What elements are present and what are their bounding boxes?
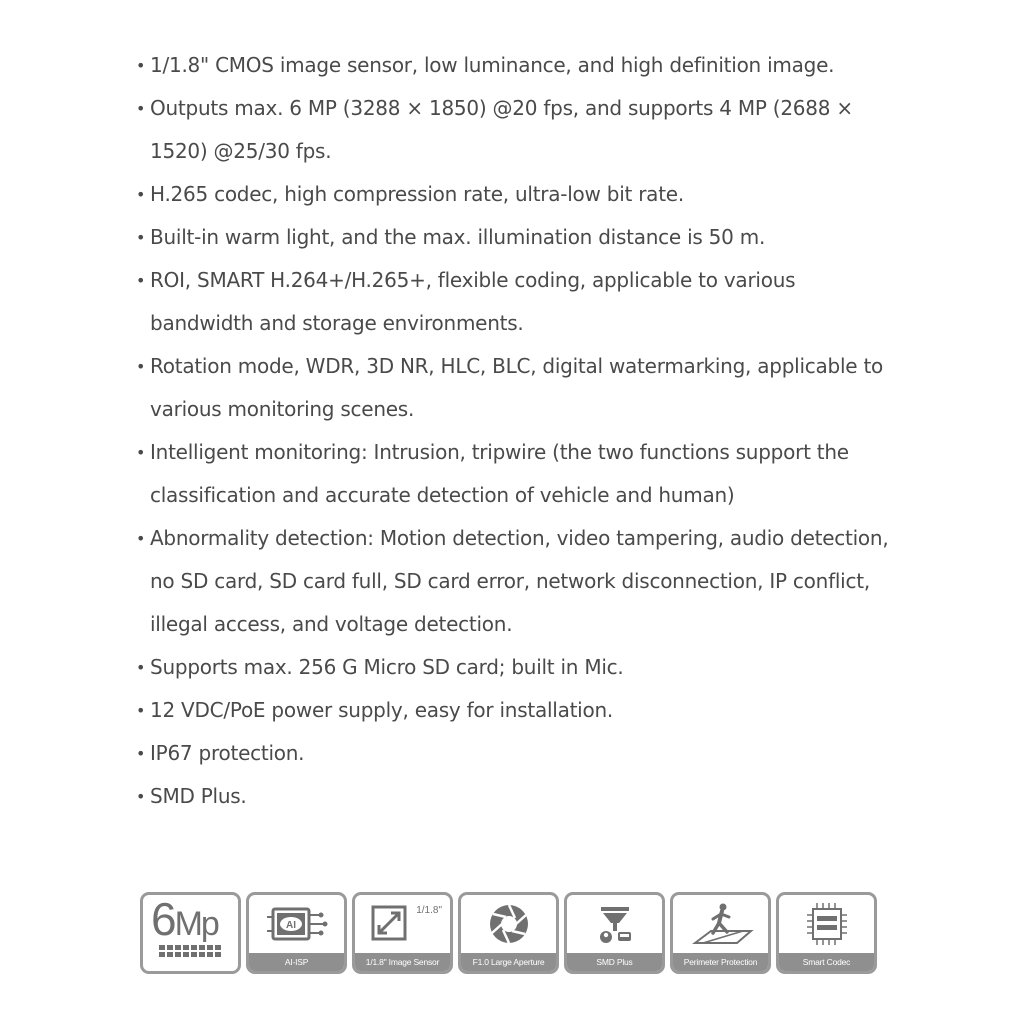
perimeter-intrusion-icon	[681, 899, 761, 949]
feature-text: Outputs max. 6 MP (3288 × 1850) @20 fps, and supports 4 MP (2688 × 1520) @25/30 fps.	[150, 96, 853, 163]
badge-label: 1/1.8" Image Sensor	[355, 953, 450, 971]
feature-item	[136, 345, 896, 431]
badge-aperture	[458, 892, 559, 974]
badge-image-sensor	[352, 892, 453, 974]
feature-text: 1/1.8" CMOS image sensor, low luminance, and high definition image.	[150, 53, 835, 77]
feature-item	[136, 173, 896, 216]
svg-text:AI: AI	[285, 920, 296, 931]
bullet: •	[136, 99, 146, 118]
bullet: •	[136, 787, 146, 806]
badge-perimeter-protection	[670, 892, 771, 974]
pixel-grid-icon	[159, 945, 221, 957]
6mp-resolution-icon	[151, 893, 218, 946]
bullet: •	[136, 56, 146, 75]
feature-item	[136, 216, 896, 259]
badge-6mp	[140, 892, 241, 974]
feature-text: Supports max. 256 G Micro SD card; built in Mic.	[150, 655, 624, 679]
feature-text: SMD Plus.	[150, 784, 247, 808]
feature-text: Intelligent monitoring: Intrusion, tripwire (the two functions support the classification and accurate detection of vehicle and human)	[150, 440, 849, 507]
feature-text: IP67 protection.	[150, 741, 305, 765]
feature-text: Rotation mode, WDR, 3D NR, HLC, BLC, digital watermarking, applicable to various monitoring scenes.	[150, 354, 884, 421]
bullet: •	[136, 357, 146, 376]
feature-item	[136, 259, 896, 345]
bullet: •	[136, 658, 146, 677]
bullet: •	[136, 701, 146, 720]
feature-text: ROI, SMART H.264+/H.265+, flexible coding, applicable to various bandwidth and storage environments.	[150, 268, 796, 335]
badge-label: Smart Codec	[779, 953, 874, 971]
bullet: •	[136, 529, 146, 548]
feature-item	[136, 732, 896, 775]
bullet: •	[136, 443, 146, 462]
badge-label: SMD Plus	[567, 953, 662, 971]
codec-chip-icon	[787, 899, 867, 949]
bullet: •	[136, 185, 146, 204]
feature-text: H.265 codec, high compression rate, ultra-low bit rate.	[150, 182, 684, 206]
bullet: •	[136, 744, 146, 763]
bullet: •	[136, 271, 146, 290]
badge-label: AI-ISP	[249, 953, 344, 971]
badge-label: Perimeter Protection	[673, 953, 768, 971]
feature-text: 12 VDC/PoE power supply, easy for installation.	[150, 698, 614, 722]
smd-filter-icon	[575, 899, 655, 949]
feature-text: Abnormality detection: Motion detection, video tampering, audio detection, no SD card, SD card full, SD card error, network disconnection, IP conflict, illegal access, and voltage detection.	[150, 526, 889, 636]
feature-badges	[140, 892, 877, 974]
feature-item	[136, 431, 896, 517]
feature-item	[136, 775, 896, 818]
badge-smd-plus	[564, 892, 665, 974]
ai-chip-icon	[257, 899, 337, 949]
feature-text: Built-in warm light, and the max. illumination distance is 50 m.	[150, 225, 766, 249]
feature-list	[136, 44, 896, 818]
bullet: •	[136, 228, 146, 247]
badge-ai-isp	[246, 892, 347, 974]
badge-smart-codec	[776, 892, 877, 974]
aperture-icon	[469, 899, 549, 949]
feature-item	[136, 87, 896, 173]
feature-item	[136, 517, 896, 646]
sensor-size-text: 1/1.8"	[416, 905, 442, 916]
mp-number: 6	[151, 893, 175, 945]
badge-label: F1.0 Large Aperture	[461, 953, 556, 971]
mp-unit: Mp	[174, 905, 218, 943]
feature-item	[136, 44, 896, 87]
feature-item	[136, 646, 896, 689]
feature-item	[136, 689, 896, 732]
